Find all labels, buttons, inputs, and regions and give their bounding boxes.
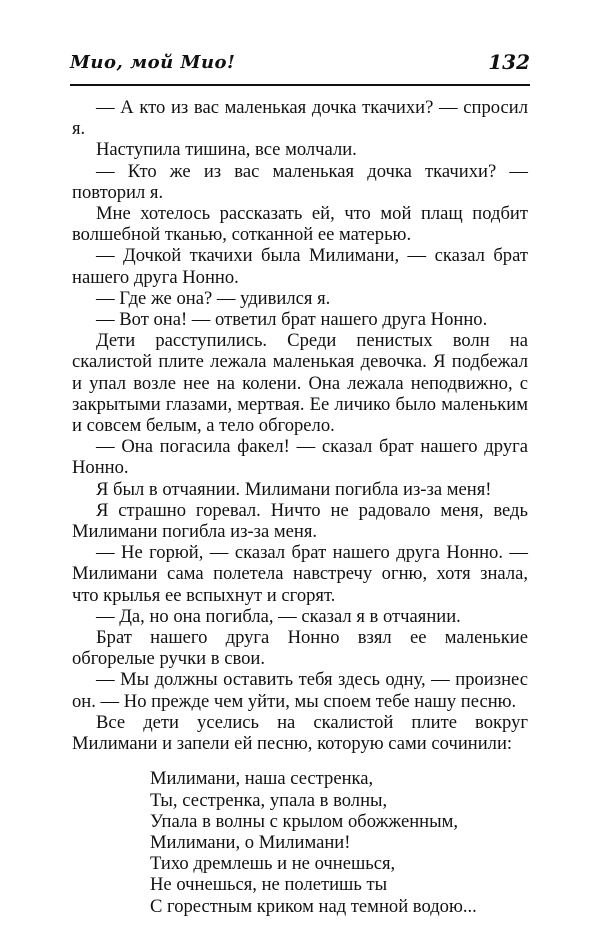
paragraph: Я страшно горевал. Ничто не радовало меня, ведь Милимани погибла из-за меня.	[72, 499, 528, 543]
body-text	[72, 97, 528, 917]
paragraph: — А кто из вас маленькая дочка ткачихи? — спросил я.	[72, 97, 528, 140]
paragraph: Дети расступились. Среди пенистых волн на скалистой плите лежала маленькая девочка. Я подбежал и упал возле нее на колени. Она лежала неподвижно, с закрытыми глазами, мертвая. Ее личико было маленьким и совсем белым, а тело обгорело.	[72, 330, 528, 437]
poem-line: Не очнешься, не полетишь ты	[150, 874, 388, 896]
paragraph: Мне хотелось рассказать ей, что мой плащ подбит волшебной тканью, сотканной ее матерью.	[72, 203, 528, 246]
paragraph: — Она погасила факел! — сказал брат нашего друга Нонно.	[72, 436, 528, 479]
poem-line: С горестным криком над темной водою...	[150, 895, 477, 917]
paragraph: — Дочкой ткачихи была Милимани, — сказал брат нашего друга Нонно.	[72, 245, 528, 288]
paragraph: — Вот она! — ответил брат нашего друга Нонно.	[96, 309, 488, 331]
poem	[150, 768, 528, 916]
page-number: 132	[488, 50, 530, 74]
paragraph: — Кто же из вас маленькая дочка ткачихи? — повторил я.	[72, 160, 528, 203]
running-header	[70, 48, 530, 86]
poem-line: Ты, сестренка, упала в волны,	[150, 789, 388, 811]
paragraph: Все дети уселись на скалистой плите вокруг Милимани и запели ей песню, которую сами сочинили:	[72, 711, 528, 755]
poem-line: Милимани, наша сестренка,	[150, 768, 374, 790]
paragraph: Я был в отчаянии. Милимани погибла из-за меня!	[96, 478, 492, 500]
paragraph: — Не горюй, — сказал брат нашего друга Нонно. — Милимани сама полетела навстречу огню, хотя знала, что крылья ее вспыхнут и сгорят.	[72, 542, 528, 606]
paragraph: — Где же она? — удивился я.	[96, 287, 331, 309]
poem-line: Упала в волны с крылом обожженным,	[150, 810, 459, 832]
paragraph: Брат нашего друга Нонно взял ее маленькие обгорелые ручки в свои.	[72, 627, 528, 670]
poem-line: Тихо дремлешь и не очнешься,	[150, 853, 396, 875]
paragraph: Наступила тишина, все молчали.	[96, 139, 357, 161]
paragraph: — Да, но она погибла, — сказал я в отчаянии.	[96, 605, 461, 627]
paragraph: — Мы должны оставить тебя здесь одну, — произнес он. — Но прежде чем уйти, мы споем тебе нашу песню.	[72, 669, 528, 712]
header-title: Мио, мой Мио!	[70, 52, 236, 73]
poem-line: Милимани, о Милимани!	[150, 831, 351, 853]
